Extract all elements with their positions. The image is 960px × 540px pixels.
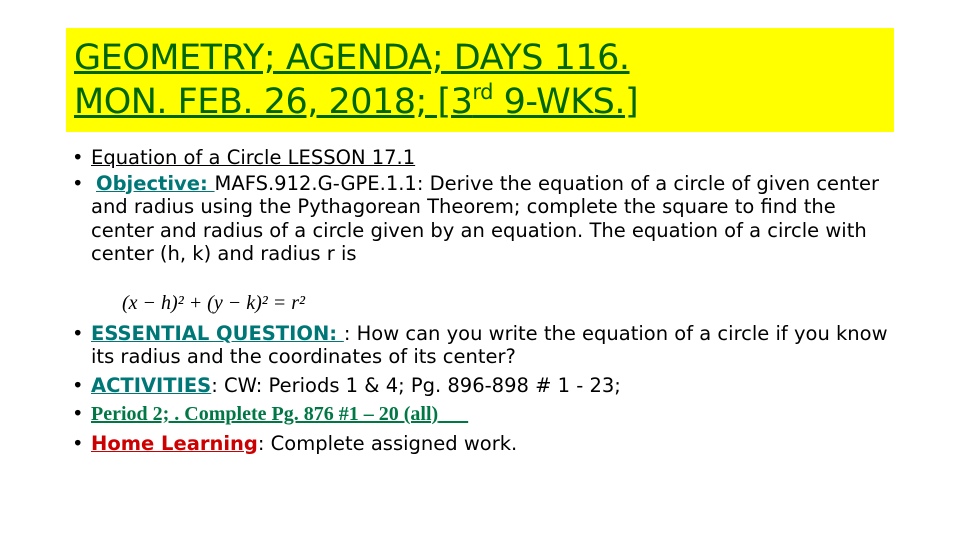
activities-label: ACTIVITIES [91,373,212,397]
list-item-activities [72,374,902,398]
circle-equation: (x − h)² + (y − k)² = r² [122,292,306,314]
activities-text: : CW: Periods 1 & 4; Pg. 896-898 # 1 - 23; [211,373,621,397]
essential-label: ESSENTIAL QUESTION: [91,321,344,345]
essential-text: : How can you write the equation of a circle if you know its radius and the coordinates of its center? [91,321,888,368]
period2-underline-tail [438,403,468,425]
bullet-icon: • [72,146,84,169]
title-banner [66,28,894,132]
list-item-essential [72,322,902,369]
period2-text: Period 2; . Complete Pg. 876 #1 – 20 (all) [91,403,439,425]
bullet-icon: • [72,373,84,397]
objective-text: MAFS.912.G-GPE.1.1: Derive the equation of a circle of given center and radius using the Pythagorean Theorem; complete the square to find the center and radius of a circle given by an equation. The equation of a circle with center (h, k) and radius r is [91,171,880,265]
home-learning-text: : Complete assigned work. [257,431,518,455]
bullet-icon: • [72,321,84,345]
home-learning-label: Home Learning [91,431,258,455]
list-item-period2 [72,402,902,427]
objective-label: Objective: [96,171,215,195]
title-text-2b: 9-WKS.] [493,82,639,122]
title-text-2a: MON. FEB. 26, 2018; [3 [74,82,473,122]
list-item-objective [72,172,902,266]
list-item-home-learning [72,432,902,456]
title-line-1 [74,36,894,80]
lesson-text: Equation of a Circle LESSON 17.1 [91,146,416,169]
title-line-2 [74,80,894,124]
bullet-icon: • [72,431,84,455]
bullet-icon: • [72,402,84,425]
title-superscript: rd [472,80,493,104]
list-item-lesson [72,146,902,170]
bullet-icon: • [72,171,84,195]
title-text-1: GEOMETRY; AGENDA; DAYS 116. [74,38,630,78]
